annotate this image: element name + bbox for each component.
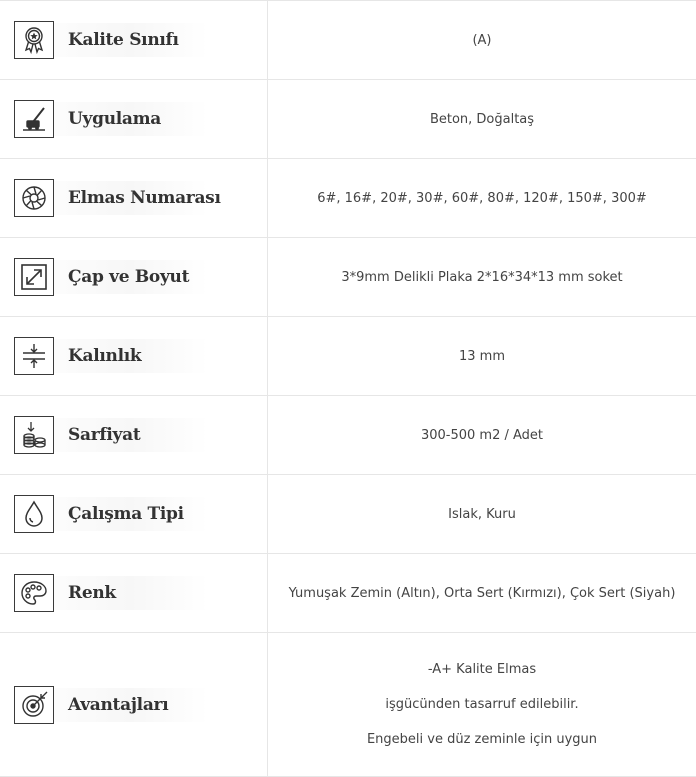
spec-label: Elmas Numarası (68, 188, 221, 208)
spec-value: Yumuşak Zemin (Altın), Orta Sert (Kırmızı), Çok Sert (Siyah) (288, 585, 676, 601)
water-drop-icon (14, 495, 54, 533)
spec-value: Islak, Kuru (448, 506, 516, 522)
thickness-icon (14, 337, 54, 375)
target-icon (14, 686, 54, 724)
spec-label: Çap ve Boyut (68, 267, 190, 287)
spec-row-working-type (0, 475, 696, 554)
color-palette-icon (14, 574, 54, 612)
floor-grinder-icon (14, 100, 54, 138)
coins-stack-icon (14, 416, 54, 454)
spec-value-cell (268, 554, 696, 632)
spec-label-cell (0, 475, 268, 553)
spec-value-cell (268, 238, 696, 316)
advantage-line: işgücünden tasarruf edilebilir. (385, 697, 579, 712)
spec-value-cell (268, 633, 696, 776)
spec-value: 6#, 16#, 20#, 30#, 60#, 80#, 120#, 150#, 300# (317, 190, 647, 206)
spec-value-cell (268, 317, 696, 395)
spec-label-cell (0, 633, 268, 776)
spec-label-cell (0, 554, 268, 632)
spec-row-thickness (0, 317, 696, 396)
spec-value: 3*9mm Delikli Plaka 2*16*34*13 mm soket (341, 269, 623, 285)
spec-label-cell (0, 1, 268, 79)
spec-row-quality-class (0, 1, 696, 80)
spec-label: Avantajları (68, 694, 169, 715)
spec-row-diamond-grit (0, 159, 696, 238)
spec-label: Renk (68, 583, 116, 603)
award-ribbon-icon (14, 21, 54, 59)
spec-label-cell (0, 80, 268, 158)
spec-label: Kalınlık (68, 346, 142, 366)
spec-value-cell (268, 1, 696, 79)
spec-value: 300-500 m2 / Adet (420, 427, 544, 443)
spec-value-cell (268, 475, 696, 553)
advantage-line: -A+ Kalite Elmas (427, 662, 537, 677)
spec-row-advantages (0, 633, 696, 777)
spec-value-cell (268, 396, 696, 474)
spec-value-cell (268, 159, 696, 237)
spec-row-color (0, 554, 696, 633)
spec-row-consumption (0, 396, 696, 475)
spec-label: Çalışma Tipi (68, 504, 184, 524)
spec-row-application (0, 80, 696, 159)
grinding-disc-icon (14, 179, 54, 217)
spec-label-cell (0, 238, 268, 316)
diagonal-resize-icon (14, 258, 54, 296)
spec-label-cell (0, 317, 268, 395)
spec-label: Kalite Sınıfı (68, 30, 179, 50)
spec-label-cell (0, 396, 268, 474)
spec-value-cell (268, 80, 696, 158)
spec-value: Beton, Doğaltaş (429, 111, 535, 127)
advantage-line: Engebeli ve düz zeminle için uygun (366, 732, 598, 747)
spec-row-diameter-size (0, 238, 696, 317)
spec-label: Sarfiyat (68, 425, 141, 445)
spec-label-cell (0, 159, 268, 237)
spec-value: (A) (472, 32, 492, 48)
spec-label: Uygulama (68, 109, 162, 129)
spec-value: 13 mm (458, 348, 505, 364)
